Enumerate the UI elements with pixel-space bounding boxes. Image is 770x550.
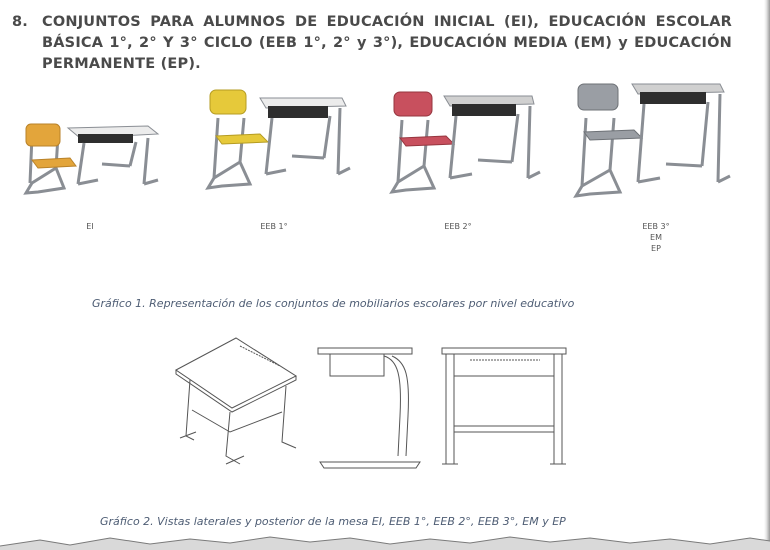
chair-back bbox=[578, 84, 618, 110]
level-label-ep: EP bbox=[651, 244, 661, 253]
furniture-set-eeb3-em-ep bbox=[568, 82, 738, 202]
page-edge-shadow bbox=[764, 0, 770, 550]
desk-side-view bbox=[318, 348, 420, 468]
level-label-eeb3: EEB 3° bbox=[642, 222, 670, 231]
section-title: CONJUNTOS PARA ALUMNOS DE EDUCACIÓN INICIAL (EI), EDUCACIÓN ESCOLAR BÁSICA 1°, 2° Y 3° CICLO (EEB 1°, 2° y 3°), EDUCACIÓN MEDIA (EM) y EDUCACIÓN PERMANENTE (EP). bbox=[42, 14, 732, 72]
section-number: 8. bbox=[12, 14, 28, 30]
furniture-set-eeb1 bbox=[200, 78, 360, 198]
desk-rear-view bbox=[442, 348, 566, 464]
level-label-ei: EI bbox=[86, 222, 94, 231]
furniture-set-ei bbox=[18, 88, 168, 208]
chair-back bbox=[26, 124, 60, 146]
level-label-eeb2: EEB 2° bbox=[444, 222, 472, 231]
furniture-set-eeb2 bbox=[384, 80, 544, 200]
chair-back bbox=[210, 90, 246, 114]
chair-seat bbox=[32, 158, 76, 168]
chair-seat bbox=[216, 134, 268, 144]
figure-1-illustration bbox=[0, 88, 770, 253]
level-label-eeb1: EEB 1° bbox=[260, 222, 288, 231]
figure-2-illustration bbox=[170, 336, 580, 476]
figure-2-caption: Gráfico 2. Vistas laterales y posterior de la mesa EI, EEB 1°, EEB 2°, EEB 3°, EM y EP bbox=[100, 515, 566, 528]
chair-seat bbox=[584, 130, 642, 140]
torn-paper-edge bbox=[0, 510, 770, 550]
chair-seat bbox=[400, 136, 454, 146]
level-label-em: EM bbox=[650, 233, 662, 242]
chair-back bbox=[394, 92, 432, 116]
figure-1-caption: Gráfico 1. Representación de los conjuntos de mobiliarios escolares por nivel educativo bbox=[92, 297, 575, 310]
desk-perspective-view bbox=[176, 338, 296, 464]
